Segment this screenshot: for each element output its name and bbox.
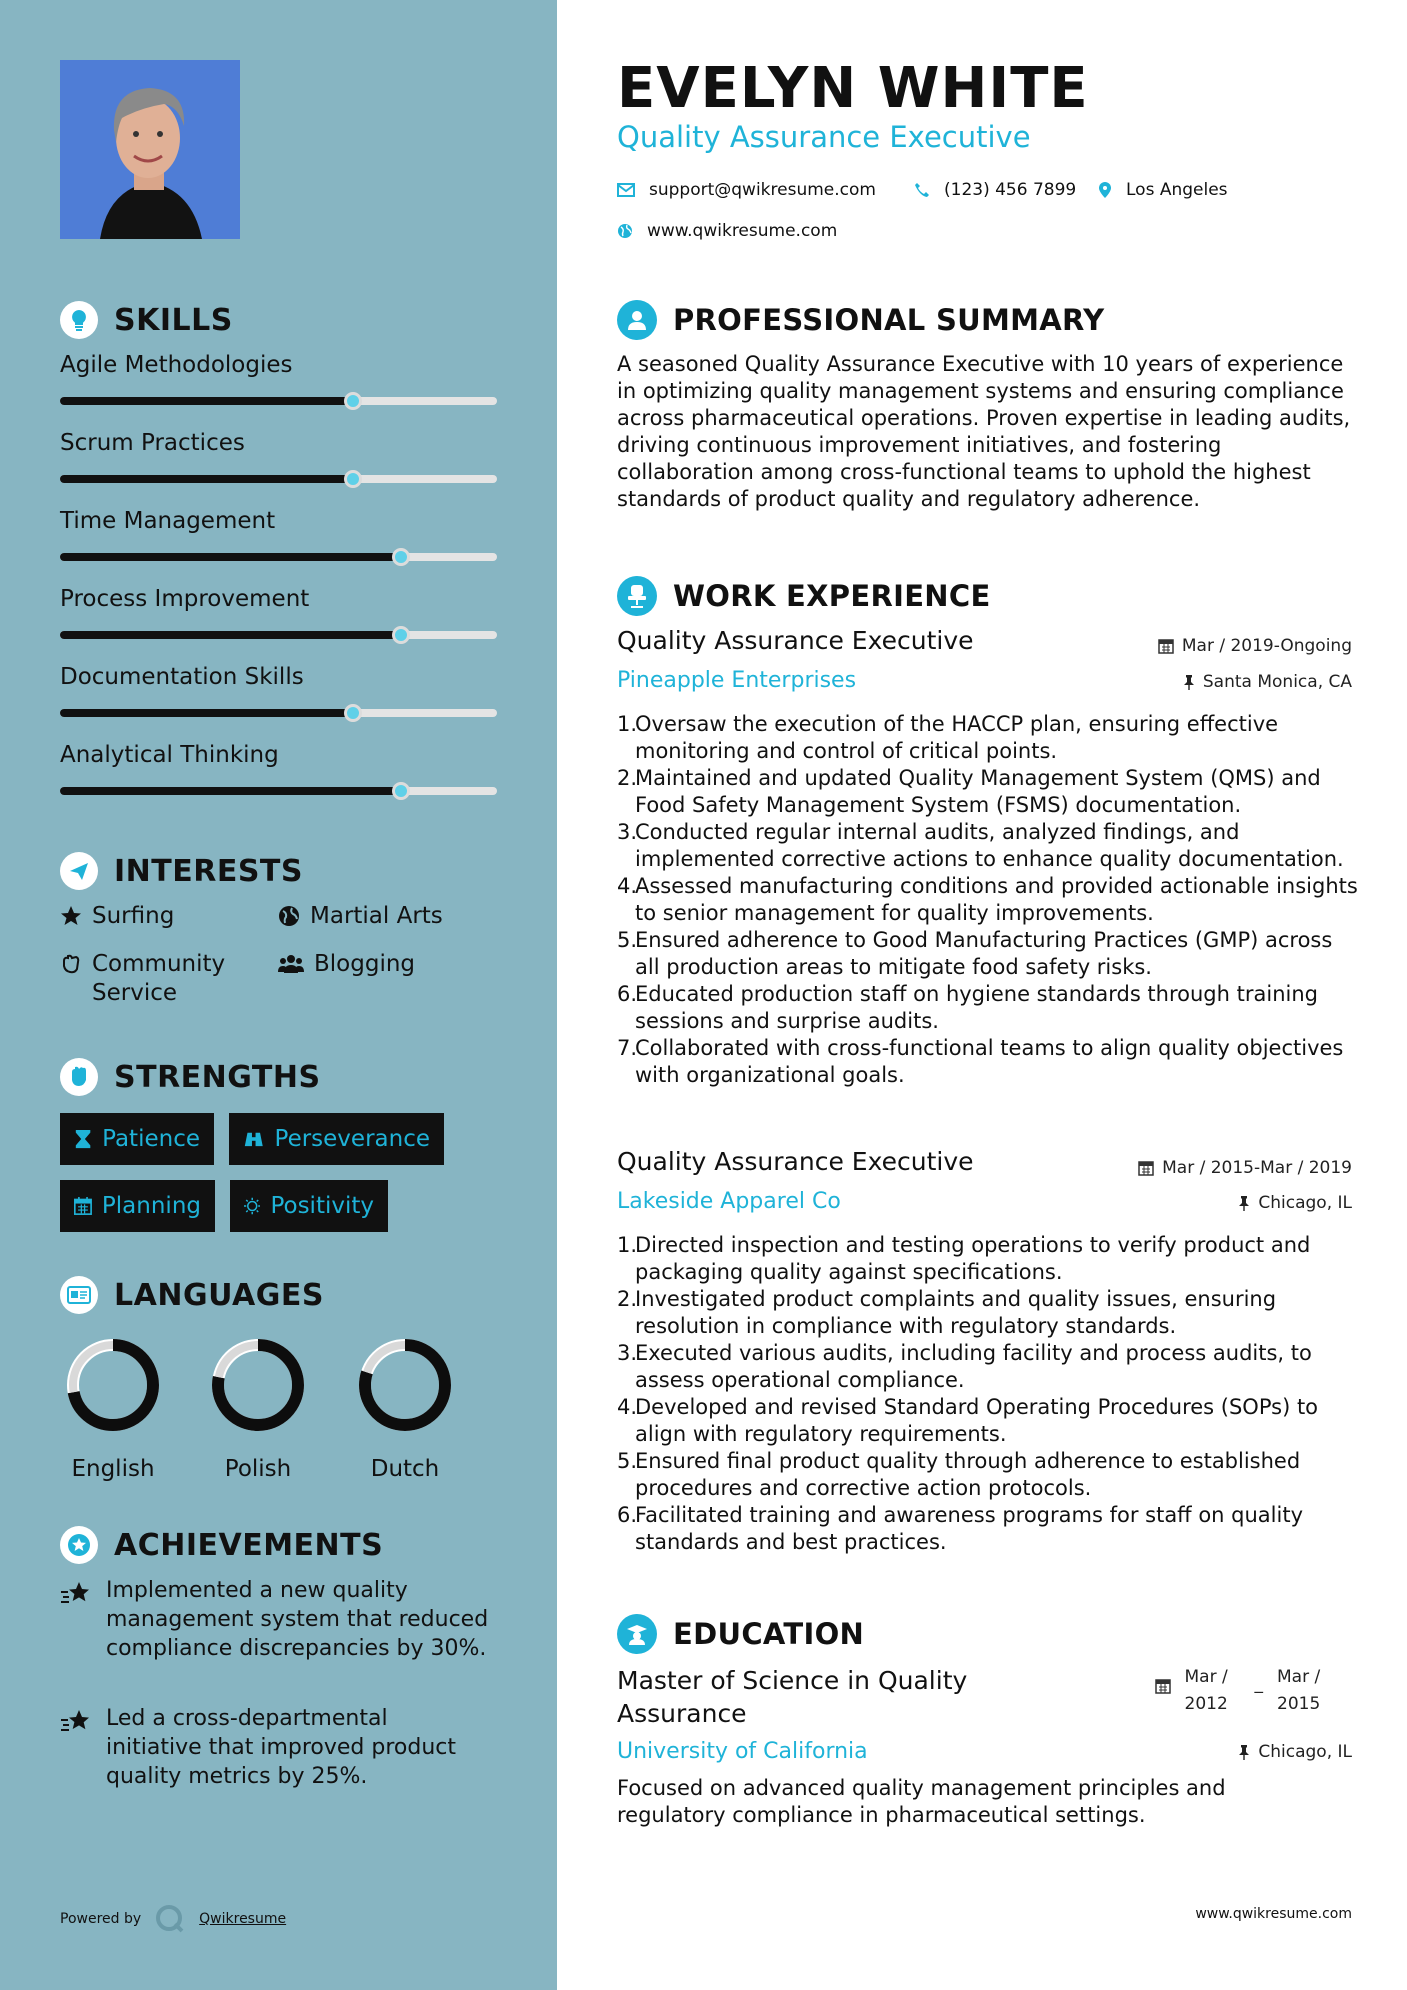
skill-bar <box>60 709 497 717</box>
profile-photo <box>60 60 240 239</box>
job-bullet <box>617 1340 1362 1394</box>
job-date-text: Mar / 2019-Ongoing <box>1181 636 1352 656</box>
language-item <box>350 1330 460 1482</box>
calendar-icon <box>1155 1678 1171 1694</box>
education-end: Mar / 2015 <box>1277 1667 1321 1714</box>
bullet-text: Executed various audits, including facility and process audits, to assess operational compliance. <box>635 1341 1312 1392</box>
skill-bar <box>60 553 497 561</box>
strength-label: Patience <box>102 1126 200 1152</box>
calendar-icon <box>1138 1160 1154 1176</box>
phone-text: (123) 456 7899 <box>944 180 1077 200</box>
sidebar <box>0 0 557 1990</box>
bullet-number: 1. <box>617 712 638 736</box>
skill-bar-fill <box>60 553 401 561</box>
bullet-text: Developed and revised Standard Operating Procedures (SOPs) to align with regulatory requirements. <box>635 1395 1319 1446</box>
experience-title: WORK EXPERIENCE <box>673 579 991 613</box>
interest-label: Surfing <box>92 903 175 929</box>
job-date <box>1138 1158 1352 1178</box>
lightbulb-icon <box>60 301 98 339</box>
bullet-number: 2. <box>617 766 638 790</box>
skill-bar <box>60 397 497 405</box>
strength-perseverance <box>229 1113 444 1165</box>
strength-positivity <box>230 1180 388 1232</box>
bullet-text: Collaborated with cross-functional teams to align quality objectives with organizational goals. <box>635 1036 1344 1087</box>
job-bullets <box>617 711 1362 1089</box>
phone-icon <box>914 182 930 198</box>
strengths-heading <box>60 1058 321 1096</box>
strength-planning <box>60 1180 215 1232</box>
interest-item-blogging <box>278 950 415 979</box>
company-name: Lakeside Apparel Co <box>617 1189 841 1214</box>
skill-bar-fill <box>60 475 353 483</box>
skill-bar-knob <box>344 392 362 410</box>
job-bullet <box>617 1232 1362 1286</box>
job-bullet <box>617 1448 1362 1502</box>
language-item <box>203 1330 313 1482</box>
skill-bar-knob <box>344 470 362 488</box>
education-title: EDUCATION <box>673 1617 865 1651</box>
job-bullet <box>617 873 1362 927</box>
skill-bar-knob <box>392 626 410 644</box>
job-date <box>1158 636 1352 656</box>
interests-heading <box>60 852 303 890</box>
skill-label: Analytical Thinking <box>60 742 279 768</box>
skill-bar-fill <box>60 787 401 795</box>
skill-bar-knob <box>344 704 362 722</box>
bullet-text: Directed inspection and testing operations to verify product and packaging quality against specifications. <box>635 1233 1311 1284</box>
shooting-star-icon <box>60 1708 92 1734</box>
job-bullet <box>617 1502 1362 1556</box>
bullet-number: 5. <box>617 1449 638 1473</box>
globe-icon <box>278 905 300 927</box>
bullet-number: 3. <box>617 1341 638 1365</box>
strength-label: Perseverance <box>274 1126 430 1152</box>
hourglass-icon <box>74 1128 92 1150</box>
achievements-title: ACHIEVEMENTS <box>114 1527 384 1563</box>
education-location <box>1238 1742 1352 1762</box>
job-bullet <box>617 819 1362 873</box>
skills-heading <box>60 301 233 339</box>
achievement-item <box>60 1704 490 1791</box>
interests-title: INTERESTS <box>114 853 303 889</box>
bullet-text: Ensured adherence to Good Manufacturing Practices (GMP) across all production areas to mitigate food safety risks. <box>635 928 1333 979</box>
bullet-number: 5. <box>617 928 638 952</box>
website-text[interactable]: www.qwikresume.com <box>647 221 838 241</box>
school-name: University of California <box>617 1739 868 1764</box>
date-separator: _ <box>1254 1674 1263 1694</box>
bullet-number: 2. <box>617 1287 638 1311</box>
job-bullet <box>617 1035 1362 1089</box>
company-name: Pineapple Enterprises <box>617 668 857 693</box>
map-pin-icon <box>1098 181 1112 199</box>
location-text: Los Angeles <box>1126 180 1228 200</box>
job-bullet <box>617 1286 1362 1340</box>
achievements-heading <box>60 1526 383 1564</box>
qwikresume-logo-icon <box>155 1904 185 1934</box>
contact-email <box>617 180 876 200</box>
binoculars-icon <box>243 1129 265 1149</box>
skill-bar-knob <box>392 548 410 566</box>
skill-bar <box>60 475 497 483</box>
bullet-text: Ensured final product quality through adherence to established procedures and corrective action protocols. <box>635 1449 1301 1500</box>
interest-item-surfing <box>60 902 174 931</box>
language-ring <box>203 1330 313 1440</box>
skill-label: Process Improvement <box>60 586 310 612</box>
bullet-number: 3. <box>617 820 638 844</box>
job-location-text: Chicago, IL <box>1258 1193 1352 1213</box>
contact-location <box>1098 180 1228 200</box>
skill-label: Documentation Skills <box>60 664 304 690</box>
bullet-text: Maintained and updated Quality Management System (QMS) and Food Safety Management System (FSMS) documentation. <box>635 766 1321 817</box>
interest-label: Community Service <box>92 951 226 1006</box>
skill-bar <box>60 631 497 639</box>
language-label: English <box>71 1456 155 1482</box>
languages-title: LANGUAGES <box>114 1277 324 1313</box>
skill-bar-fill <box>60 397 353 405</box>
globe-icon <box>617 223 633 239</box>
users-icon <box>278 953 304 975</box>
interest-item-martial-arts <box>278 902 443 931</box>
pushpin-icon <box>1238 1744 1250 1760</box>
shooting-star-icon <box>60 1580 92 1606</box>
sun-icon <box>244 1195 260 1217</box>
id-card-icon <box>60 1276 98 1314</box>
language-item <box>58 1330 168 1482</box>
bullet-text: Assessed manufacturing conditions and provided actionable insights to senior management for quality improvements. <box>635 874 1358 925</box>
bullet-text: Conducted regular internal audits, analyzed findings, and implemented corrective actions to enhance quality documentation. <box>635 820 1344 871</box>
strength-patience <box>60 1113 214 1165</box>
interest-label: Martial Arts <box>310 903 443 929</box>
job-location <box>1238 1193 1352 1213</box>
achievement-item <box>60 1576 490 1663</box>
job-bullet <box>617 711 1362 765</box>
user-icon <box>617 300 657 340</box>
powered-by-label: Powered by <box>60 1911 142 1927</box>
calendar-icon <box>1158 638 1174 654</box>
contact-phone <box>914 180 1076 200</box>
job-bullet <box>617 765 1362 819</box>
summary-title: PROFESSIONAL SUMMARY <box>673 303 1105 337</box>
strength-label: Planning <box>101 1193 201 1219</box>
bullet-number: 4. <box>617 874 638 898</box>
education-description: Focused on advanced quality management principles and regulatory compliance in pharmaceutical settings. <box>617 1776 1226 1827</box>
main-content <box>557 0 1407 1990</box>
job-location-text: Santa Monica, CA <box>1202 672 1352 692</box>
skill-label: Scrum Practices <box>60 430 245 456</box>
education-start: Mar / 2012 <box>1184 1667 1228 1714</box>
bullet-number: 1. <box>617 1233 638 1257</box>
job-bullet <box>617 981 1362 1035</box>
interest-label: Blogging <box>314 951 416 977</box>
bullet-number: 7. <box>617 1036 638 1060</box>
summary-heading <box>617 300 1104 340</box>
strengths-title: STRENGTHS <box>114 1059 321 1095</box>
skill-label: Time Management <box>60 508 276 534</box>
star-badge-icon <box>60 1526 98 1564</box>
bullet-number: 4. <box>617 1395 638 1419</box>
calendar-icon <box>74 1195 92 1217</box>
job-title: Quality Assurance Executive <box>617 626 974 655</box>
language-ring <box>58 1330 168 1440</box>
bullet-text: Facilitated training and awareness programs for staff on quality standards and best practices. <box>635 1503 1304 1554</box>
skill-bar <box>60 787 497 795</box>
star-icon <box>60 905 82 927</box>
skill-label: Agile Methodologies <box>60 352 293 378</box>
bullet-text: Educated production staff on hygiene standards through training sessions and surprise audits. <box>635 982 1318 1033</box>
envelope-icon <box>617 183 635 197</box>
paper-plane-icon <box>60 852 98 890</box>
experience-heading <box>617 576 991 616</box>
job-bullet <box>617 1394 1362 1448</box>
bullet-text: Oversaw the execution of the HACCP plan, ensuring effective monitoring and control of critical points. <box>635 712 1279 763</box>
pushpin-icon <box>1238 1195 1250 1211</box>
contact-website <box>617 221 837 241</box>
bullet-number: 6. <box>617 1503 638 1527</box>
hand-icon <box>60 953 82 975</box>
job-title: Quality Assurance Executive <box>617 1147 974 1176</box>
skill-bar-fill <box>60 709 353 717</box>
qwikresume-link[interactable]: Qwikresume <box>199 1911 287 1927</box>
education-location-text: Chicago, IL <box>1258 1742 1352 1762</box>
achievement-text: Implemented a new quality management system that reduced compliance discrepancies by 30%. <box>106 1578 489 1661</box>
pushpin-icon <box>1183 674 1195 690</box>
bullet-number: 6. <box>617 982 638 1006</box>
language-label: Dutch <box>370 1456 440 1482</box>
powered-by <box>60 1904 286 1934</box>
interest-item-community-service <box>60 950 260 1008</box>
job-date-text: Mar / 2015-Mar / 2019 <box>1162 1158 1352 1178</box>
summary-text: A seasoned Quality Assurance Executive with 10 years of experience in optimizing quality management systems and ensuring compliance across pharmaceutical operations. Proven expertise in leading audits, driving continuous improvement initiatives, and fostering collaboration among cross-functional teams to uphold the highest standards of product quality and regulatory adherence. <box>617 352 1351 511</box>
fist-icon <box>60 1058 98 1096</box>
briefcase-chair-icon <box>617 576 657 616</box>
education-heading <box>617 1614 864 1654</box>
education-dates <box>1155 1664 1334 1718</box>
email-text[interactable]: support@qwikresume.com <box>649 180 876 200</box>
strength-label: Positivity <box>270 1193 374 1219</box>
candidate-name: EVELYN WHITE <box>617 56 1089 121</box>
degree-title: Master of Science in Quality Assurance <box>617 1666 968 1728</box>
achievement-text: Led a cross-departmental initiative that improved product quality metrics by 25%. <box>106 1706 457 1789</box>
languages-heading <box>60 1276 324 1314</box>
language-ring <box>350 1330 460 1440</box>
skill-bar-knob <box>392 782 410 800</box>
job-location <box>1183 672 1352 692</box>
skill-bar-fill <box>60 631 401 639</box>
footer-website[interactable]: www.qwikresume.com <box>1195 1906 1352 1922</box>
job-bullet <box>617 927 1362 981</box>
graduate-icon <box>617 1614 657 1654</box>
bullet-text: Investigated product complaints and quality issues, ensuring resolution in compliance with regulatory standards. <box>635 1287 1277 1338</box>
language-label: Polish <box>224 1456 292 1482</box>
candidate-title: Quality Assurance Executive <box>617 120 1031 154</box>
skills-title: SKILLS <box>114 302 233 338</box>
job-bullets <box>617 1232 1362 1556</box>
